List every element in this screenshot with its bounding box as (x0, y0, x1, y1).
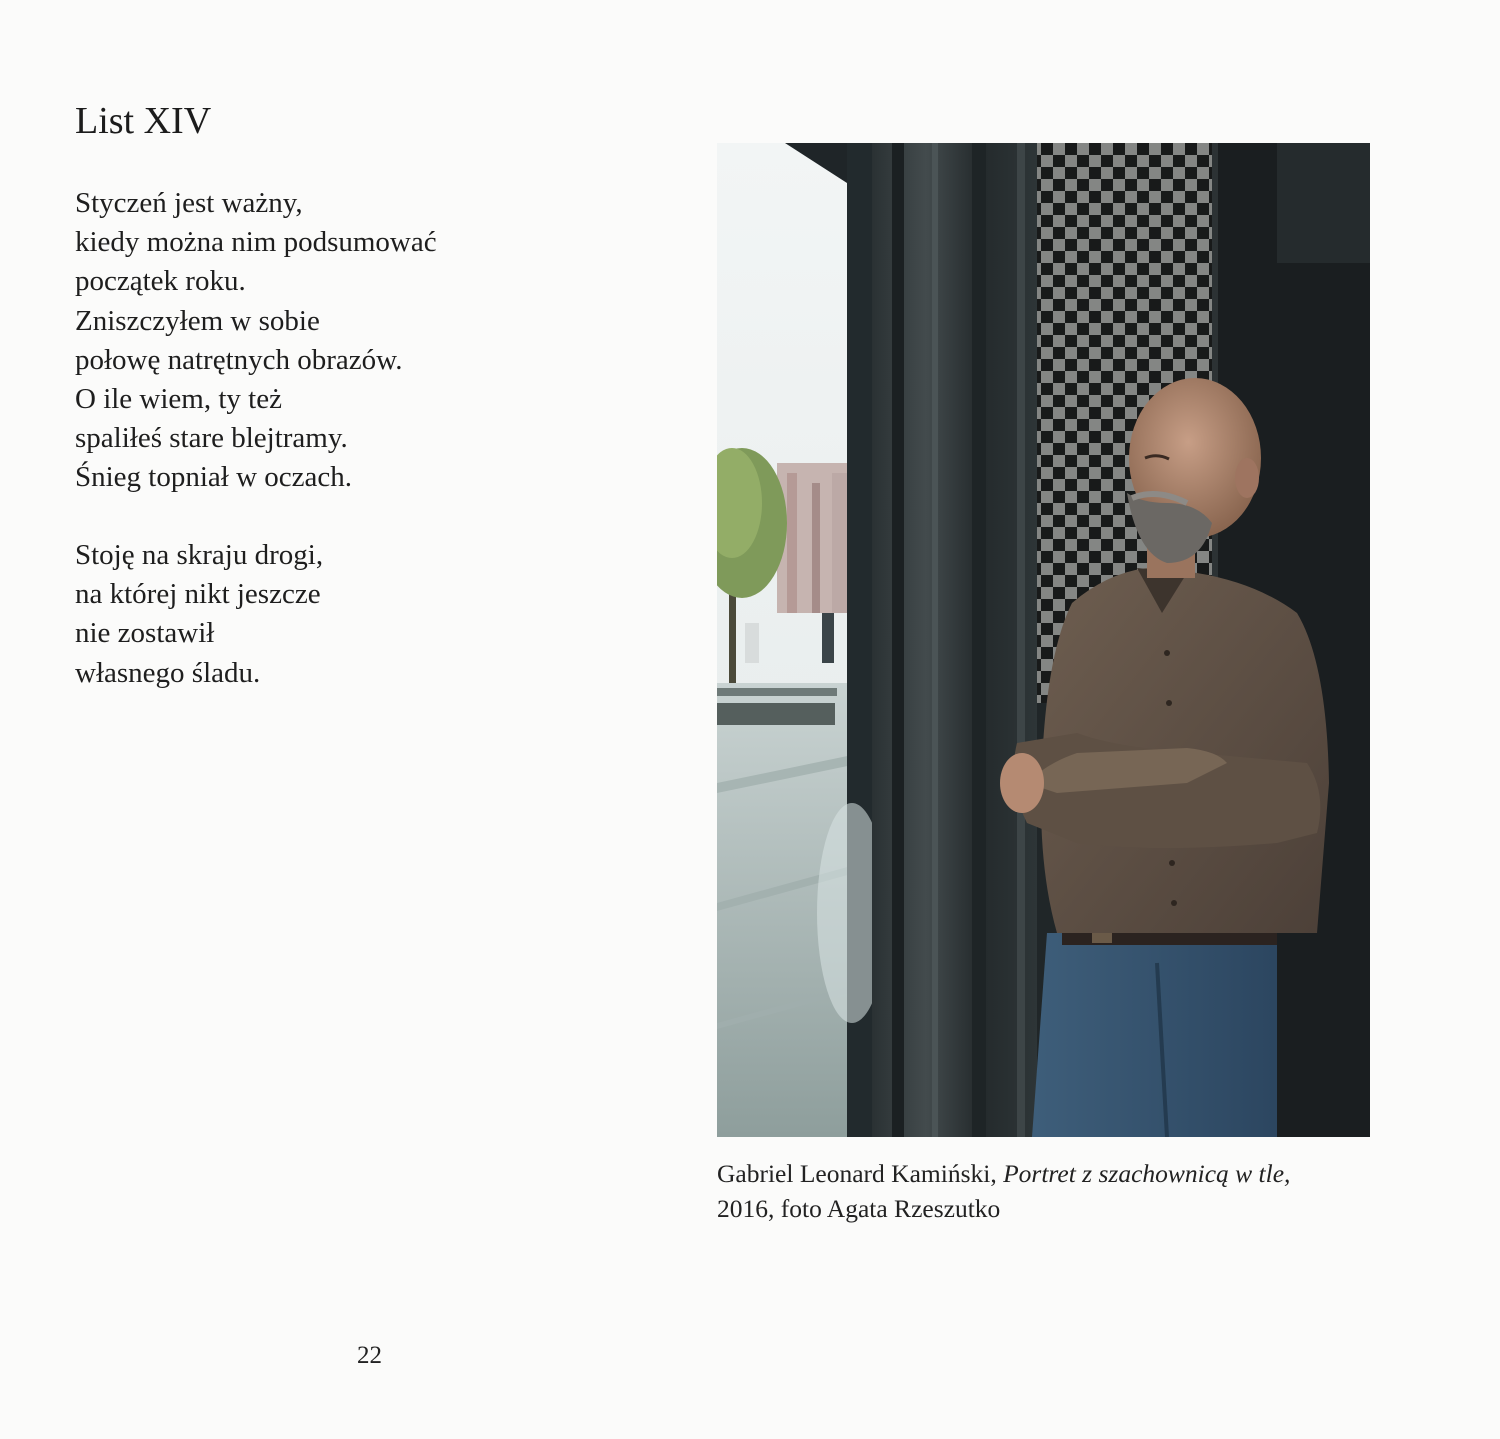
caption-details: 2016, foto Agata Rzeszutko (717, 1194, 1001, 1223)
poem-line: O ile wiem, ty też (75, 383, 282, 416)
poem-line: Śnieg topniał w oczach. (75, 461, 353, 494)
poem-line: na której nikt jeszcze (75, 578, 321, 611)
caption-author: Gabriel Leonard Kamiński, (717, 1159, 997, 1188)
portrait-photo (717, 143, 1370, 1137)
photo-caption (717, 1156, 1417, 1226)
poem-line: Styczeń jest ważny, (75, 187, 303, 219)
poem-stanza-2 (75, 536, 323, 693)
poem-stanza-1 (75, 184, 437, 498)
poem-title: List XIV (75, 100, 212, 142)
caption-line-1 (717, 1156, 1417, 1191)
caption-work-title: Portret z szachownicą w tle, (1003, 1159, 1291, 1188)
poem-line: początek roku. (75, 265, 246, 298)
poem-line: Zniszczyłem w sobie (75, 304, 320, 337)
poem-line: kiedy można nim podsumować (75, 226, 437, 259)
page-number: 22 (357, 1342, 382, 1369)
poem-line: nie zostawił (75, 617, 215, 650)
poem-line: spaliłeś stare blejtramy. (75, 422, 348, 455)
poem-line: Stoję na skraju drogi, (75, 539, 324, 571)
poem-line: połowę natrętnych obrazów. (75, 343, 403, 376)
poem-line: własnego śladu. (75, 656, 261, 689)
